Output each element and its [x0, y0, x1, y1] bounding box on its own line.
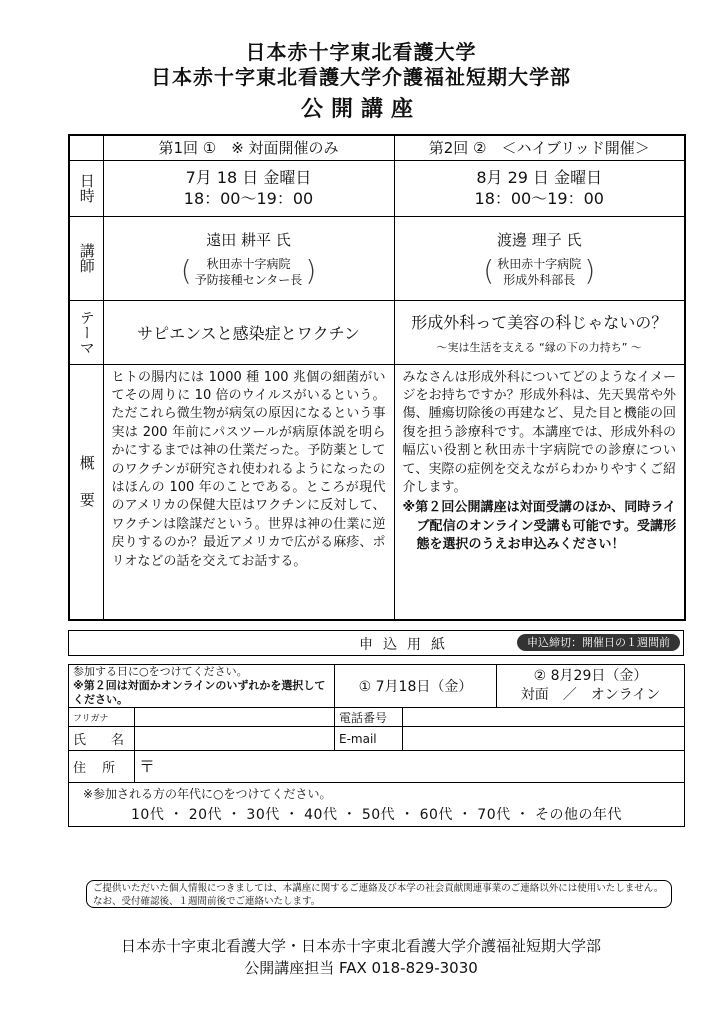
lecture2-lecturer: 渡邊 理子 氏 — [496, 230, 582, 249]
phone-field[interactable] — [403, 708, 685, 727]
lecture1-time: 18：00〜19：00 — [183, 189, 314, 208]
lecture1-lecturer-cell — [103, 216, 394, 300]
date-option-2-cell — [497, 665, 685, 708]
label-theme: テーマ — [69, 300, 103, 364]
form-title: 申込用紙 — [359, 637, 455, 653]
lecture2-aff-position: 形成外科部長 — [503, 272, 576, 287]
corner-cell — [69, 135, 103, 160]
lecture1-aff-position: 予防接種センター長 — [194, 272, 303, 287]
instruction-choose-mode: ※第２回は対面かオンラインのいずれかを選択してください。 — [73, 679, 326, 706]
lecture1-lecturer: 遠田 耕平 氏 — [206, 230, 291, 249]
age-options[interactable]: 10代 ・ 20代 ・ 30代 ・ 40代 ・ 50代 ・ 60代 ・ 70代 ・ その他の年代 — [131, 806, 623, 823]
postal-mark: 〒 — [139, 757, 156, 776]
footer-fax: 公開講座担当 FAX 018-829-3030 — [244, 959, 478, 977]
lecture2-hybrid-note: ※第２回公開講座は対面受講のほか、同時ライブ配信のオンライン受講も可能です。受講形態を選択のうえお申込みください！ — [402, 500, 676, 553]
lecture2-theme: 形成外科って美容の科じゃないの？ — [411, 312, 668, 332]
attendance-instruction — [69, 665, 335, 708]
address-label: 住 所 — [69, 751, 135, 783]
lecture2-time: 18：00〜19：00 — [474, 189, 604, 208]
label-date: 日時 — [69, 160, 103, 216]
email-label: E-mail — [335, 727, 403, 751]
lecture-table — [68, 134, 686, 621]
date-option-1[interactable]: ① 7月18日（金） — [335, 665, 497, 708]
privacy-notice: ご提供いただいた個人情報につきましては、本講座に関するご連絡及び本学の社会貢献関連事業のご連絡以外には使用いたしません。なお、受付確認後、１週間前後でご連絡いたします。 — [86, 880, 672, 908]
lecture2-aff-hospital: ( 秋田赤十字病院 — [497, 256, 582, 271]
header-open-lecture: 公開講座 — [300, 97, 421, 122]
furigana-label: フリガナ — [69, 708, 135, 727]
lecture2-date: 8月 29 日 金曜日 — [476, 168, 603, 187]
form-title-bar — [68, 630, 684, 656]
lecture2-summary: みなさんは形成外科についてどのようなイメージをお持ちですか？形成外科は、先天異常や外傷、腫瘍切除後の再建など、見た目と機能の回復を担う診療科です。本講座では、形成外科の幅広い役割と秋田赤十字病院での診療について、実際の症例を交えながらわかりやすくご紹介します。 — [402, 369, 676, 495]
name-field[interactable] — [135, 727, 335, 751]
label-summary — [69, 364, 103, 620]
lecture1-header: 第1回 ① ※ 対面開催のみ — [103, 135, 394, 160]
lecture2-affiliation — [483, 256, 595, 288]
name-label: 氏 名 — [69, 727, 135, 751]
furigana-field[interactable] — [135, 708, 335, 727]
age-instruction: ※参加される方の年代に○をつけてください。 — [83, 786, 332, 801]
lecture2-datetime — [394, 160, 685, 216]
lecture2-theme-cell — [394, 300, 685, 364]
header-university: 日本赤十字東北看護大学 — [245, 40, 477, 64]
lecture1-summary: ヒトの腸内には 1000 種 100 兆個の細菌がいてその周りに 10 倍のウイルスがいるという。ただこれら微生物が病気の原因になるという事実は 200 年前にパスツールが病原体説を明らかにするまでは神の仕業だった。予防薬としてのワクチンが研究され使われるようになったのはほんの 100 年のことである。ところが現代のアメリカの保健大臣はワクチンに反対して、ワクチンは陰謀だという。世界は神の仕業に逆戻りするのか？最近アメリカで広がる麻疹、ポリオなどの話を交えてお話する。 — [103, 364, 394, 620]
phone-label: 電話番号 — [335, 708, 403, 727]
label-lecturer: 講師 — [69, 216, 103, 300]
deadline-badge: 申込締切：開催日の１週間前 — [517, 634, 680, 651]
lecture1-affiliation — [181, 256, 317, 288]
instruction-circle: 参加する日に○をつけてください。 — [73, 665, 248, 678]
email-field[interactable] — [403, 727, 685, 751]
attendance-mode-option[interactable]: 対面 ／ オンライン — [520, 687, 661, 703]
date-option-2[interactable]: ② 8月29日（金） — [533, 668, 648, 684]
lecture2-theme-sub: 〜実は生活を支える “縁の下の力持ち” 〜 — [436, 340, 642, 354]
lecture1-date: 7月 18 日 金曜日 — [185, 168, 312, 187]
age-selection — [69, 783, 685, 827]
lecture2-summary-cell — [394, 364, 685, 620]
lecture1-aff-hospital: ( 秋田赤十字病院 — [206, 256, 291, 271]
lecture2-header: 第2回 ② ＜ハイブリッド開催＞ — [394, 135, 685, 160]
label-summary-text: 概要 — [77, 454, 96, 529]
lecture1-datetime — [103, 160, 394, 216]
lecture2-lecturer-cell — [394, 216, 685, 300]
header-junior-college: 日本赤十字東北看護大学介護福祉短期大学部 — [151, 65, 571, 89]
footer-organization: 日本赤十字東北看護大学・日本赤十字東北看護大学介護福祉短期大学部 — [120, 937, 601, 955]
address-field[interactable] — [135, 751, 685, 783]
application-form — [68, 664, 685, 827]
lecture1-theme: サピエンスと感染症とワクチン — [103, 300, 394, 364]
